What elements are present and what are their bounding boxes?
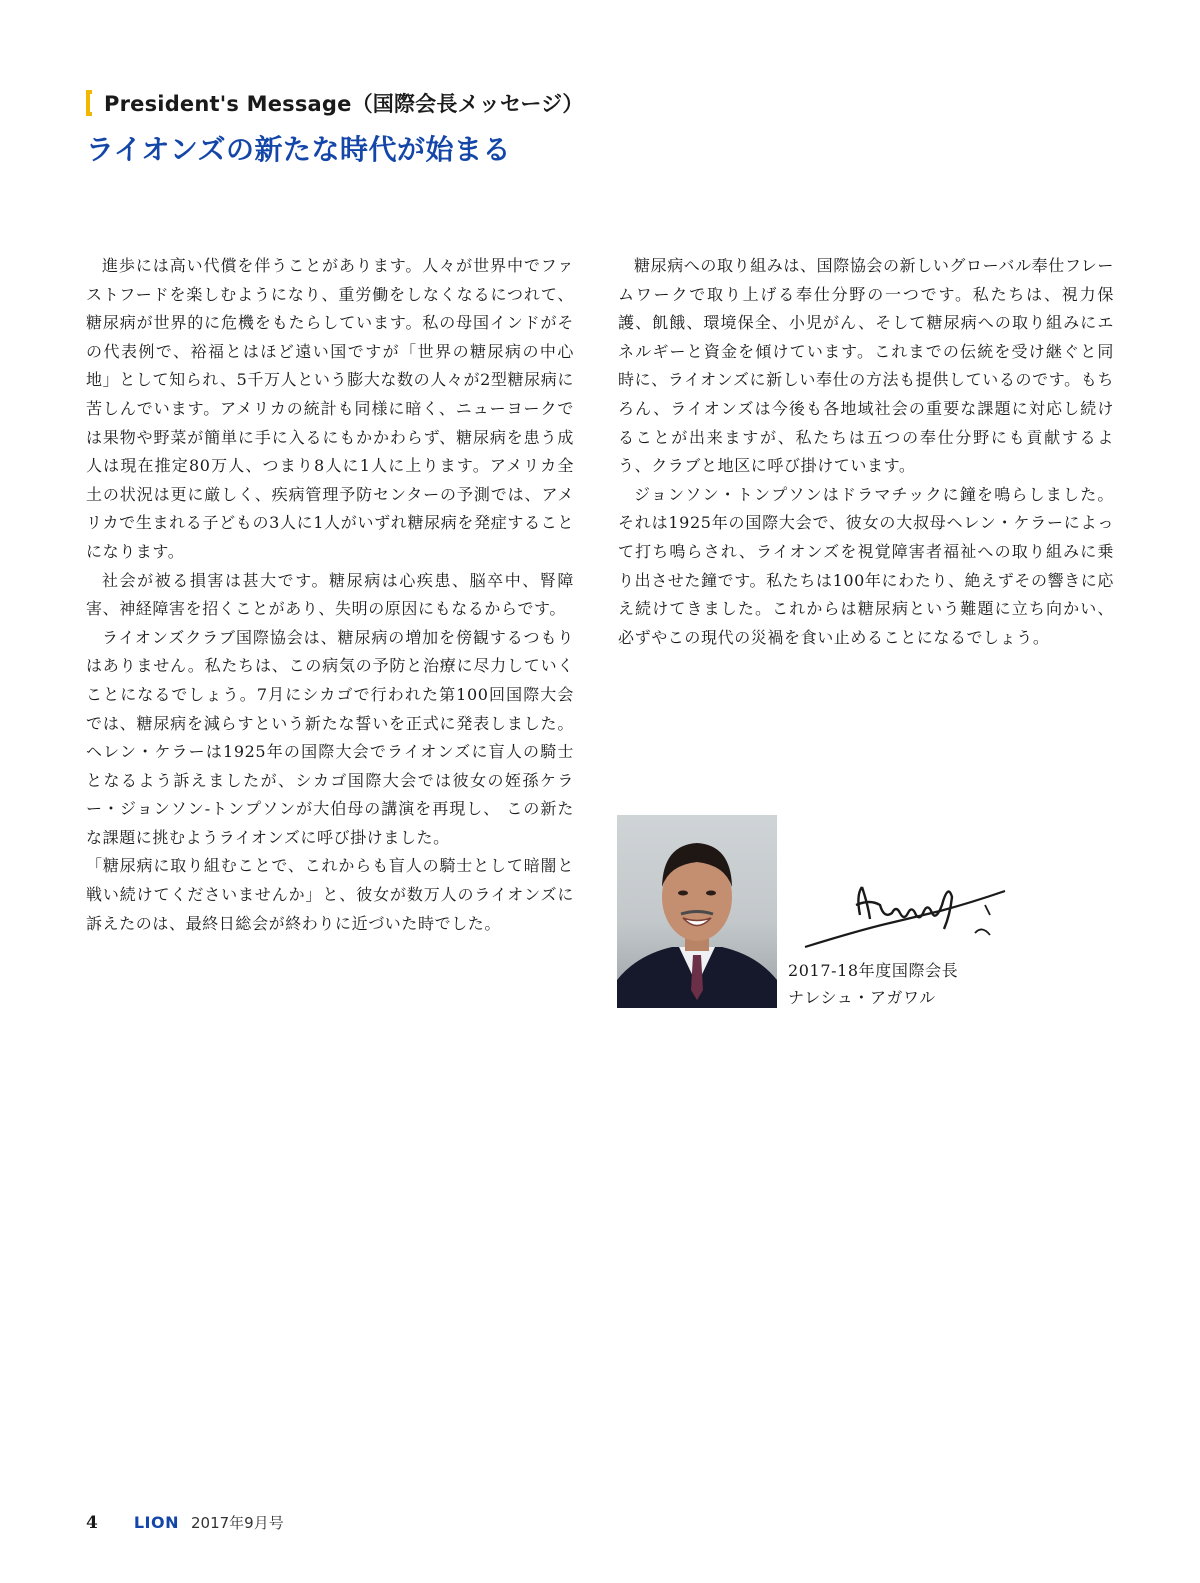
paragraph: 進歩には高い代償を伴うことがあります。人々が世界中でファストフードを楽しむようになり、重労働をしなくなるにつれて、糖尿病が世界的に危機をもたらしています。私の母国インドがその代表例で、裕福とはほど遠い国ですが「世界の糖尿病の中心地」として知られ、5千万人という膨大な数の人々が2型糖尿病に苦しんでいます。アメリカの統計も同様に暗く、ニューヨークでは果物や野菜が簡単に手に入るにもかかわらず、糖尿病を患う成人は現在推定80万人、つまり8人に1人に上ります。アメリカ全土の状況は更に厳しく、疾病管理予防センターの予測では、アメリカで生まれる子どもの3人に1人がいずれ糖尿病を発症することになります。: [86, 256, 574, 561]
page-footer: [86, 1512, 284, 1533]
magazine-name: LION: [133, 1513, 179, 1532]
paragraph: 社会が被る損害は甚大です。糖尿病は心疾患、脳卒中、腎障害、神経障害を招くことがあり、失明の原因にもなるからです。: [86, 570, 574, 619]
article-headline: ライオンズの新たな時代が始まる: [86, 133, 511, 166]
page-number: 4: [86, 1513, 98, 1533]
president-portrait: [617, 815, 777, 1008]
president-title: 2017-18年度国際会長: [788, 961, 959, 980]
paragraph: 「糖尿病に取り組むことで、これからも盲人の騎士として暗闇と戦い続けてくださいませんか」と、彼女が数万人のライオンズに訴えたのは、最終日総会が終わりに近づいた時でした。: [86, 856, 574, 933]
article-header: [86, 88, 1086, 168]
section-label: President's Message（国際会長メッセージ）: [104, 92, 584, 116]
president-signature: [800, 875, 1020, 960]
paragraph: ライオンズクラブ国際協会は、糖尿病の増加を傍観するつもりはありません。私たちは、この病気の予防と治療に尽力していくことになるでしょう。7月にシカゴで行われた第100回国際大会では、糖尿病を減らすという新たな誓いを正式に発表しました。ヘレン・ケラーは1925年の国際大会でライオンズに盲人の騎士となるよう訴えましたが、シカゴ国際大会では彼女の姪孫ケラー・ジョンソン-トンプソンが大伯母の講演を再現し、 この新たな課題に挑むようライオンズに呼び掛けました。: [86, 627, 574, 847]
issue-date: 2017年9月号: [190, 1514, 284, 1532]
left-text-column: [86, 252, 574, 938]
president-name: ナレシュ・アガワル: [788, 988, 936, 1007]
section-kicker: [86, 88, 1086, 118]
paragraph: ジョンソン・トンプソンはドラマチックに鐘を鳴らしました。それは1925年の国際大会で、彼女の大叔母ヘレン・ケラーによって打ち鳴らされ、ライオンズを視覚障害者福祉への取り組みに乗り出させた鐘です。私たちは100年にわたり、絶えずその響きに応え続けてきました。これからは糖尿病という難題に立ち向かい、必ずやこの現代の災禍を食い止めることになるでしょう。: [618, 484, 1114, 647]
accent-bracket-icon: [86, 90, 92, 116]
paragraph: 糖尿病への取り組みは、国際協会の新しいグローバル奉仕フレームワークで取り上げる奉仕分野の一つです。私たちは、視力保護、飢餓、環境保全、小児がん、そして糖尿病への取り組みにエネルギーと資金を傾けています。これまでの伝統を受け継ぐと同時に、ライオンズに新しい奉仕の方法も提供しているのです。もちろん、ライオンズは今後も各地域社会の重要な課題に対応し続けることが出来ますが、私たちは五つの奉仕分野にも貢献するよう、クラブと地区に呼び掛けています。: [618, 256, 1114, 476]
signature-caption: [788, 957, 958, 1011]
right-text-column: [618, 252, 1114, 652]
